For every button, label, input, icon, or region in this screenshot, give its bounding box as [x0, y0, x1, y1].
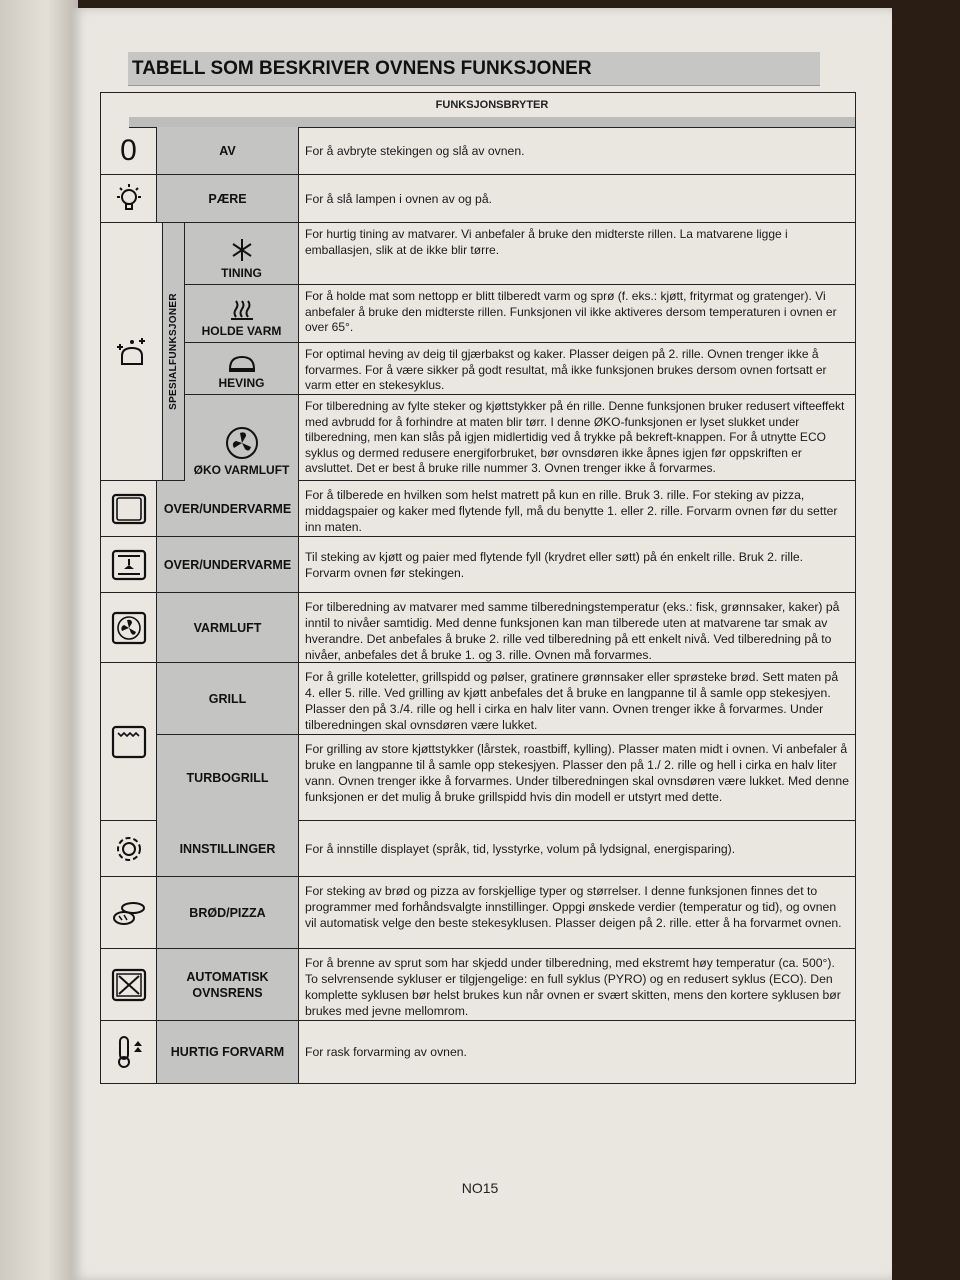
table-header: FUNKSJONSBRYTER [129, 93, 855, 118]
function-name: AV [157, 127, 299, 174]
function-name: INNSTILLINGER [157, 821, 299, 876]
function-description: For å holde mat som nettopp er blitt tilberedt varm og sprø (f. eks.: kjøtt, frityrmat og gratenger). Vi anbefaler å bruke den midterste rillen. Funksjonen vil ikke aktiveres dersom temperaturen i ovnen er over 65°. [305, 289, 837, 334]
function-name: OVER/UNDERVARME [157, 537, 299, 592]
page-title: TABELL SOM BESKRIVER OVNENS FUNKSJONER [128, 52, 820, 86]
row-holde-varm [185, 285, 855, 343]
function-name: ØKO VARMLUFT [185, 395, 299, 481]
pyrolytic-clean-icon [101, 949, 157, 1020]
row-av [101, 127, 855, 175]
function-name: HOLDE VARM [185, 285, 299, 342]
row-over-undervarme [101, 481, 855, 537]
function-description: For å innstille displayet (språk, tid, lysstyrke, volum på lydsignal, energisparing). [305, 841, 736, 856]
function-name: HEVING [185, 343, 299, 394]
left-page-edge [0, 0, 78, 1280]
row-paere [101, 175, 855, 223]
row-innstillinger [101, 821, 855, 877]
function-name: GRILL [157, 663, 299, 734]
function-description: For optimal heving av deig til gjærbakst og kaker. Plasser deigen på 2. rille. Ovnen trenger ikke å forvarmes. For å være sikker på godt resultat, må ikke funksjonen brukes dersom ovnen fortsatt er varm etter en stekesyklus. [305, 347, 827, 392]
row-oko-varmluft [185, 395, 855, 481]
function-name: HURTIG FORVARM [157, 1021, 299, 1083]
proofing-icon [227, 353, 257, 373]
grill-group [101, 663, 855, 821]
grill-icon [101, 663, 157, 820]
function-description: For å slå lampen i ovnen av og på. [305, 191, 492, 206]
eco-fan-icon [225, 426, 259, 460]
bread-pizza-icon [101, 877, 157, 948]
function-name: PÆRE [157, 175, 299, 222]
row-brod-pizza [101, 877, 855, 949]
top-bottom-heat-icon [101, 481, 157, 536]
lamp-icon [101, 175, 157, 222]
off-icon: 0 [101, 127, 157, 174]
special-functions-label: SPESIALFUNKSJONER [163, 223, 185, 480]
function-description: Til steking av kjøtt og paier med flytende fyll (krydret eller søtt) på én enkelt rille. Bruk 2. rille. Forvarm ovnen før stekingen. [305, 549, 804, 580]
function-name: BRØD/PIZZA [157, 877, 299, 948]
function-description: For steking av brød og pizza av forskjellige typer og størrelser. I denne funksjonen finnes det to programmer med forhåndsvalgte innstillinger. Oppgi ønskede verdier (temperatur og tid), og ovnen vil automatisk velge den beste stekesyklusen. Plasser deigen på 2. rille. etter å ha forvarmet ovnen. [305, 884, 842, 930]
function-description: For rask forvarming av ovnen. [305, 1045, 467, 1059]
function-name: TINING [185, 223, 299, 284]
row-varmluft [101, 593, 855, 663]
function-description: For å tilberede en hvilken som helst matrett på kun en rille. Bruk 3. rille. For steking av pizza, middagspaier og kaker med flytende fyll, må du benytte 1. eller 2. rille. Forvarm ovnen før du setter inn maten. [305, 488, 838, 534]
special-functions-group [101, 223, 855, 481]
settings-gear-icon [101, 821, 157, 876]
defrost-icon [229, 237, 255, 263]
function-description: For å grille koteletter, grillspidd og pølser, gratinere grønnsaker eller sprøsteke brød. Sett maten på 4. eller 5. rille. Ved grilling av kjøtt anbefales det å bruke en langpanne til å samle opp stekesjyen. Plasser den på 3./4. rille og hell i cirka en halv liter vann. Ovnen trenger ikke å forvarmes. Under tilberedningen skal ovnsdøren være lukket. [305, 670, 839, 732]
top-bottom-fan-icon [101, 537, 157, 592]
function-description: For hurtig tining av matvarer. Vi anbefaler å bruke den midterste rillen. La matvarene ligge i emballasjen, slik at de ikke blir tørre. [305, 227, 788, 257]
function-description: For tilberedning av fylte steker og kjøttstykker på én rille. Denne funksjonen bruker redusert vifteeffekt med avbrudd for å forhindre at maten blir tørr. I denne ØKO-funksjonen er lyset slukket under tilberedning, men kan slås på igjen midlertidig ved å trykke på bekreft-knappen. For å utnytte ECO syklus og dermed redusere energiforbruket, bør ovnsdøren ikke åpnes igjen før oppskriften er avsluttet. Det er best å bruke rille nummer 3. Ovnen trenger ikke å forvarmes. [305, 399, 845, 475]
page-number: NO15 [461, 1180, 499, 1196]
function-name: VARMLUFT [157, 593, 299, 662]
function-name: TURBOGRILL [157, 735, 299, 821]
function-description: For tilberedning av matvarer med samme tilberedningstemperatur (eks.: fisk, grønnsaker, kaker) på inntil to nivåer samtidig. Med denne funksjonen kan man tilberede uten at matvarene tar smak av hverandre. Det anbefales å bruke 2. rille ved tilberedning på ett enkelt nivå. Ved tilberedning på to nivåer, anbefales det å bruke 1. og 3. rille. Ovnen må forvarmes. [305, 600, 840, 662]
row-grill [157, 663, 855, 735]
function-description: For grilling av store kjøttstykker (lårstek, roastbiff, kylling). Plasser maten midt i ovnen. Vi anbefaler å bruke en langpanne til å samle opp stekesjyen. Plasser den på 1./ 2. rille og hell i cirka en halv liter vann. Ovnen trenger ikke å forvarmes. Under tilberedningen skal ovnsdøren være lukket. Med denne funksjonen er det mulig å bruke grillspidd hvis din modell er utstyrt med dette. [305, 742, 849, 804]
row-automatisk-ovnsrens [101, 949, 855, 1021]
row-turbogrill [157, 735, 855, 821]
row-hurtig-forvarm [101, 1021, 855, 1083]
row-over-undervarme-fan [101, 537, 855, 593]
keep-warm-icon [228, 297, 256, 321]
special-functions-icon [101, 223, 163, 480]
fast-preheat-icon [101, 1021, 157, 1083]
function-name: OVER/UNDERVARME [157, 481, 299, 536]
functions-table [100, 92, 856, 1084]
function-description: For å brenne av sprut som har skjedd under tilberedning, med ekstremt høy temperatur (ca. 500°). To selvrensende sykluser er tilgjengelige: en full syklus (PYRO) og en redusert syklus (ECO). Den komplette syklusen bør helst brukes kun når ovnen er svært skitten, mens den kortere syklusen bør brukes med jevne mellomrom. [305, 956, 841, 1018]
row-tining [185, 223, 855, 285]
function-name: AUTOMATISK OVNSRENS [157, 949, 299, 1020]
convection-fan-icon [101, 593, 157, 662]
function-description: For å avbryte stekingen og slå av ovnen. [305, 143, 525, 158]
row-heving [185, 343, 855, 395]
